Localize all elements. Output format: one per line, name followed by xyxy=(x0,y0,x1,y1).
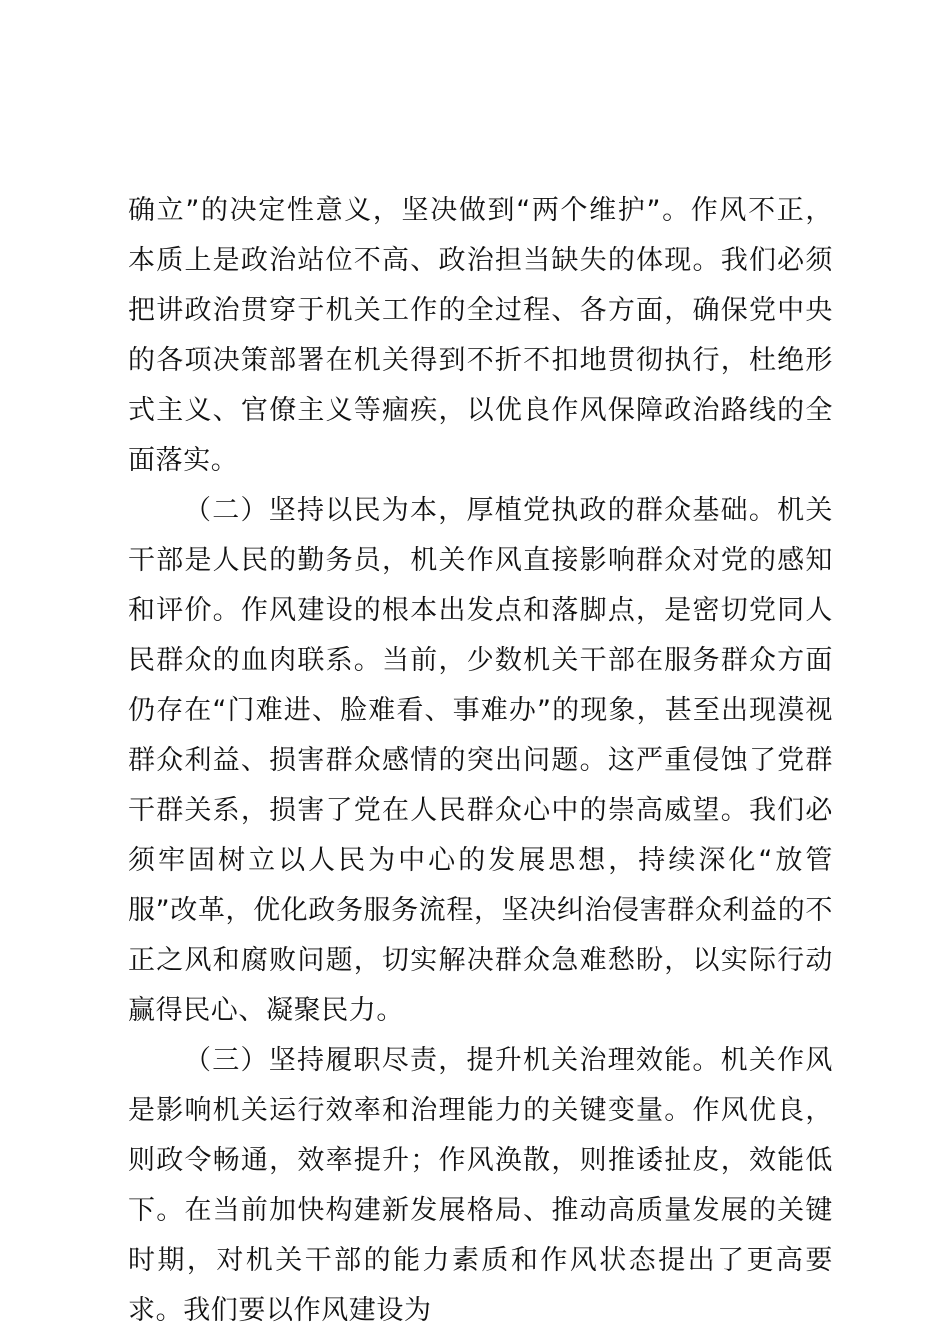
paragraph-continued: 确立”的决定性意义，坚决做到“两个维护”。作风不正，本质上是政治站位不高、政治担当缺失的体现。我们必须把讲政治贯穿于机关工作的全过程、各方面，确保党中央的各项决策部署在机关得到不折不扣地贯彻执行，杜绝形式主义、官僚主义等痼疾，以优良作风保障政治路线的全面落实。 xyxy=(128,195,833,476)
document-body xyxy=(128,186,833,1336)
paragraph-section-three: （三）坚持履职尽责，提升机关治理效能。机关作风是影响机关运行效率和治理能力的关键变量。作风优良，则政令畅通，效率提升；作风涣散，则推诿扯皮，效能低下。在当前加快构建新发展格局、推动高质量发展的关键时期，对机关干部的能力素质和作风状态提出了更高要求。我们要以作风建设为 xyxy=(128,1045,833,1326)
paragraph-section-two: （二）坚持以民为本，厚植党执政的群众基础。机关干部是人民的勤务员，机关作风直接影响群众对党的感知和评价。作风建设的根本出发点和落脚点，是密切党同人民群众的血肉联系。当前，少数机关干部在服务群众方面仍存在“门难进、脸难看、事难办”的现象，甚至出现漠视群众利益、损害群众感情的突出问题。这严重侵蚀了党群干群关系，损害了党在人民群众心中的崇高威望。我们必须牢固树立以人民为中心的发展思想，持续深化“放管服”改革，优化政务服务流程，坚决纠治侵害群众利益的不正之风和腐败问题，切实解决群众急难愁盼，以实际行动赢得民心、凝聚民力。 xyxy=(128,495,833,1026)
